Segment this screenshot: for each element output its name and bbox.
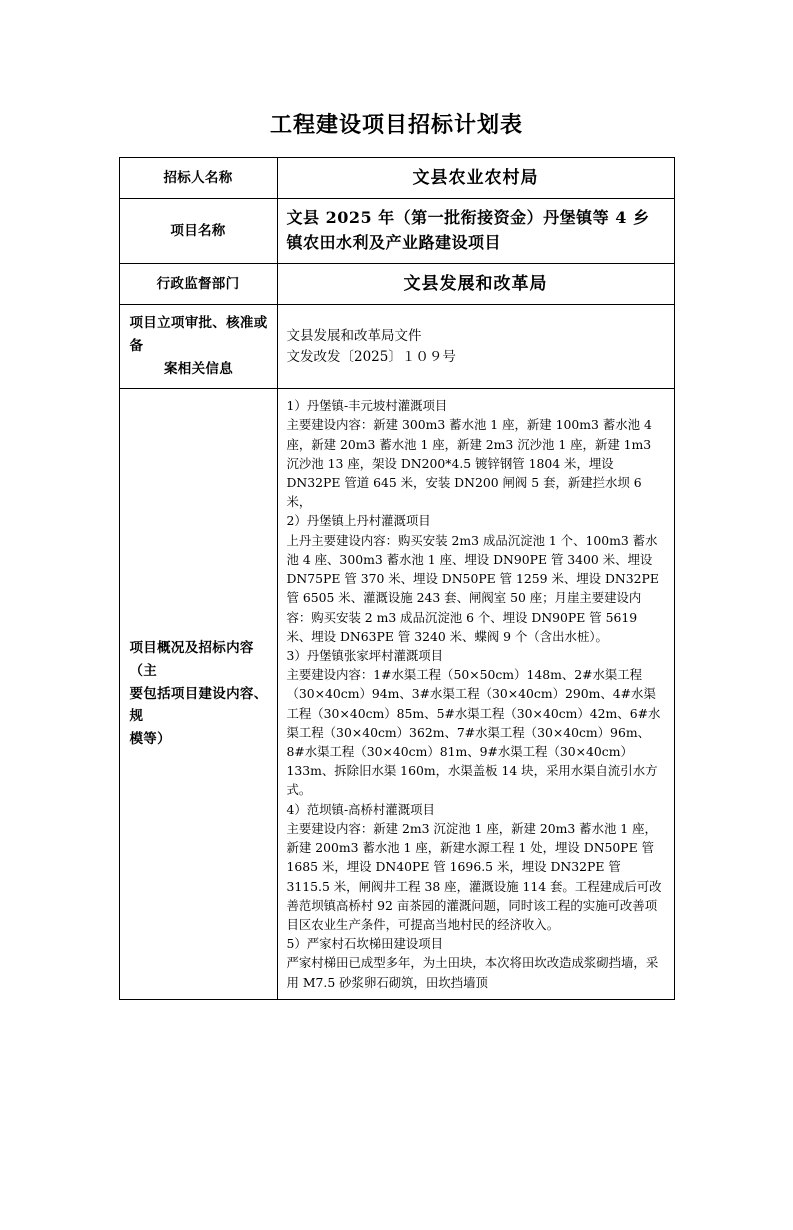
bidder-label: 招标人名称	[119, 158, 277, 199]
overview-paragraph: 3）丹堡镇张家坪村灌溉项目	[286, 647, 444, 663]
bid-plan-table	[119, 157, 675, 1000]
table-row	[119, 389, 674, 1000]
overview-label-line1: 项目概况及招标内容（主	[129, 639, 254, 679]
overview-paragraph: 主要建设内容：新建 2m3 沉淀池 1 座，新建 20m3 蓄水池 1 座，新建 200m3 蓄水池 1 座，新建水源工程 1 处，埋设 DN50PE 管 1685 米，埋设 DN40PE 管 1696.5 米，埋设 DN32PE 管 3115.5 米，闸阀井工程 38 座，灌溉设施 114 套。工程建成后可改善范坝镇高桥村 92 亩茶园的灌溉问题，同时该工程的实施可改善项目区农业生产条件，可提高当地村民的经济收入。	[286, 820, 662, 932]
overview-paragraph: 2）丹堡镇上丹村灌溉项目	[286, 513, 431, 529]
overview-paragraph: 主要建设内容：新建 300m3 蓄水池 1 座，新建 100m3 蓄水池 4 座，新建 20m3 蓄水池 1 座，新建 2m3 沉沙池 1 座，新建 1m3 沉沙池 13 座，架设 DN200*4.5 镀锌钢管 1804 米，埋设 DN32PE 管道 645 米，安装 DN200 闸阀 5 套，新建拦水坝 6 米，	[286, 417, 652, 510]
table-row	[119, 158, 674, 199]
overview-paragraph: 上丹主要建设内容：购买安装 2m3 成品沉淀池 1 个、100m3 蓄水池 4 座、300m3 蓄水池 1 座、埋设 DN90PE 管 3400 米、埋设 DN75PE 管 370 米、埋设 DN50PE 管 1259 米、埋设 DN32PE 管 6505 米、灌溉设施 243 套、闸阀室 50 座；月崖主要建设内容：购买安装 2 m3 成品沉淀池 6 个、埋设 DN90PE 管 5619 米、埋设 DN63PE 管 3240 米、蝶阀 9 个（含出水桩）。	[286, 532, 659, 644]
project-name-value: 文县 2025 年（第一批衔接资金）丹堡镇等 4 乡镇农田水利及产业路建设项目	[277, 199, 674, 264]
overview-paragraph: 5）严家村石坎梯田建设项目	[286, 936, 444, 952]
overview-label-line2: 要包括项目建设内容、规	[129, 685, 268, 725]
bidder-value: 文县农业农村局	[277, 158, 674, 199]
overview-body	[287, 396, 665, 992]
approval-value-line1: 文县发展和改革局文件	[286, 327, 422, 344]
overview-content	[277, 389, 674, 1000]
approval-label	[119, 305, 277, 389]
supervisor-label: 行政监督部门	[119, 263, 277, 304]
approval-value-line2: 文发改发〔2025〕１０９号	[286, 348, 456, 365]
project-name-label: 项目名称	[119, 199, 277, 264]
table-row	[119, 263, 674, 304]
table-row	[119, 305, 674, 389]
overview-paragraph: 1）丹堡镇-丰元坡村灌溉项目	[286, 398, 448, 414]
table-row	[119, 199, 674, 264]
approval-value	[277, 305, 674, 389]
approval-label-line2: 案相关信息	[164, 361, 233, 378]
overview-paragraph: 4）范坝镇-高桥村灌溉项目	[286, 801, 435, 817]
overview-paragraph: 严家村梯田已成型多年，为土田块，本次将田坎改造成浆砌挡墙，采用 M7.5 砂浆卵石砌筑，田坎挡墙顶	[286, 955, 659, 990]
overview-label	[119, 389, 277, 1000]
page-title: 工程建设项目招标计划表	[269, 113, 523, 138]
overview-label-line3: 模等）	[129, 731, 171, 748]
supervisor-value: 文县发展和改革局	[277, 263, 674, 304]
document-page	[0, 108, 793, 1230]
overview-paragraph: 主要建设内容：1#水渠工程（50×50cm）148m、2#水渠工程（30×40cm）94m、3#水渠工程（30×40cm）290m、4#水渠工程（30×40cm）85m、5#水渠工程（30×40cm）42m、6#水渠工程（30×40cm）362m、7#水渠工程（30×40cm）96m、8#水渠工程（30×40cm）81m、9#水渠工程（30×40cm）133m、拆除旧水渠 160m，水渠盖板 14 块，采用水渠自流引水方式。	[286, 667, 661, 798]
approval-label-line1: 项目立项审批、核准或备	[129, 315, 268, 355]
